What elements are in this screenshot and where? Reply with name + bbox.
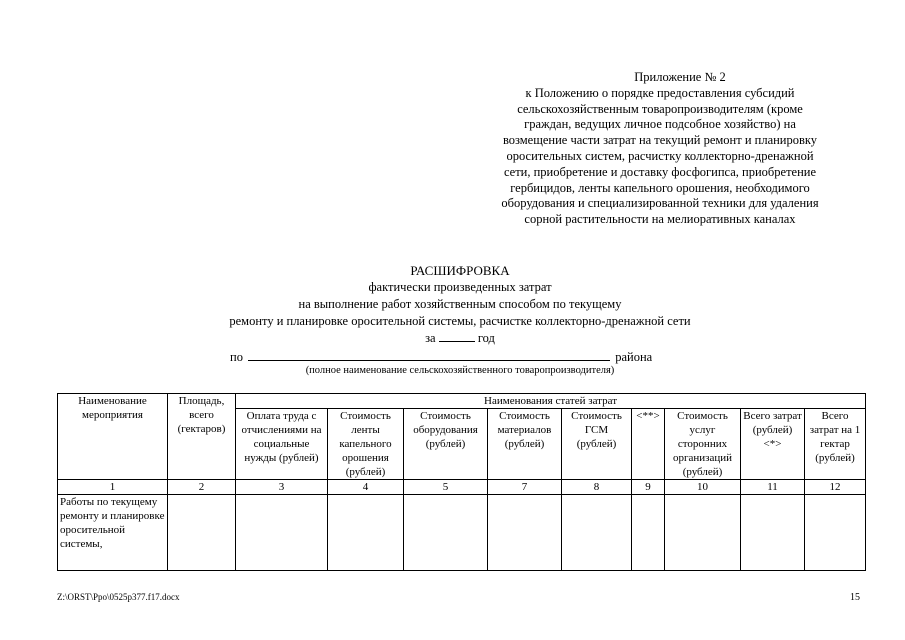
appendix-line: возмещение части затрат на текущий ремонт и планировку (502, 133, 818, 148)
page-number: 15 (850, 592, 860, 603)
footer-file-path: Z:\ORST\Ppo\0525p377.f17.docx (57, 592, 180, 602)
title-line-2: на выполнение работ хозяйственным способом по текущему (298, 297, 622, 311)
column-number: 8 (562, 480, 632, 495)
appendix-block (460, 70, 860, 228)
table-header-row (58, 394, 866, 409)
appendix-line: сети, приобретение и доставку фосфогипса, приобретение (503, 164, 817, 179)
header-contractor-services: Стоимость услуг сторонних организаций (рублей) (665, 409, 741, 480)
column-number: 5 (404, 480, 488, 495)
column-numbers-row (58, 480, 866, 495)
column-number: 9 (632, 480, 665, 495)
row-activity-cell: Работы по текущему ремонту и планировке оросительной системы, (58, 495, 168, 571)
appendix-line: к Положению о порядке предоставления субсидий (525, 85, 795, 100)
column-number: 11 (741, 480, 805, 495)
organization-hint: (полное наименование сельскохозяйственного товаропроизводителя) (305, 365, 615, 376)
header-activity: Наименование мероприятия (58, 394, 168, 480)
org-prefix: по (230, 350, 243, 364)
column-number: 4 (328, 480, 404, 495)
column-number: 12 (805, 480, 866, 495)
appendix-line: сельскохозяйственным товаропроизводителям (кроме (517, 101, 803, 116)
header-labor: Оплата труда с отчислениями на социальные нужды (рублей) (236, 409, 328, 480)
appendix-line: оросительных систем, расчистку коллекторно-дренажной (506, 148, 814, 163)
organization-line (230, 348, 700, 365)
year-prefix: за (425, 331, 436, 345)
title-line-1: фактически произведенных затрат (368, 280, 552, 294)
column-number: 1 (58, 480, 168, 495)
header-equipment: Стоимость оборудования (рублей) (404, 409, 488, 480)
appendix-line: оборудования и специализированной техники для удаления (501, 196, 819, 211)
appendix-line: Приложение № 2 (634, 70, 726, 84)
header-cost-items: Наименования статей затрат (236, 394, 866, 409)
table-row (58, 495, 866, 571)
column-number: 3 (236, 480, 328, 495)
year-blank (439, 330, 475, 342)
table-cell (632, 495, 665, 571)
header-materials: Стоимость материалов (рублей) (488, 409, 562, 480)
table-cell (562, 495, 632, 571)
appendix-line: сорной растительности на мелиоративных каналах (524, 212, 796, 227)
header-total: Всего затрат (рублей) <*> (741, 409, 805, 480)
column-number: 2 (168, 480, 236, 495)
header-fuel: Стоимость ГСМ (рублей) (562, 409, 632, 480)
year-suffix: год (477, 331, 495, 345)
costs-table (57, 393, 866, 571)
table-cell (168, 495, 236, 571)
header-drip-tape: Стоимость ленты капельного орошения (рублей) (328, 409, 404, 480)
document-title-block (160, 262, 760, 347)
appendix-line: граждан, ведущих личное подсобное хозяйство) на (524, 117, 796, 132)
title-line-3: ремонту и планировке оросительной системы, расчистке коллекторно-дренажной сети (229, 314, 691, 328)
table-cell (805, 495, 866, 571)
table-cell (488, 495, 562, 571)
organization-blank (248, 348, 610, 361)
appendix-line: гербицидов, ленты капельного орошения, необходимого (510, 180, 810, 195)
table-cell (665, 495, 741, 571)
table-cell (404, 495, 488, 571)
table-cell (741, 495, 805, 571)
header-area: Площадь, всего (гектаров) (168, 394, 236, 480)
org-suffix: района (615, 350, 653, 364)
table-cell (328, 495, 404, 571)
column-number: 10 (665, 480, 741, 495)
table-cell (236, 495, 328, 571)
year-line (160, 330, 760, 347)
document-title: РАСШИФРОВКА (410, 263, 510, 278)
header-footnote: <**> (632, 409, 665, 480)
column-number: 7 (488, 480, 562, 495)
header-total-per-hectare: Всего затрат на 1 гектар (рублей) (805, 409, 866, 480)
